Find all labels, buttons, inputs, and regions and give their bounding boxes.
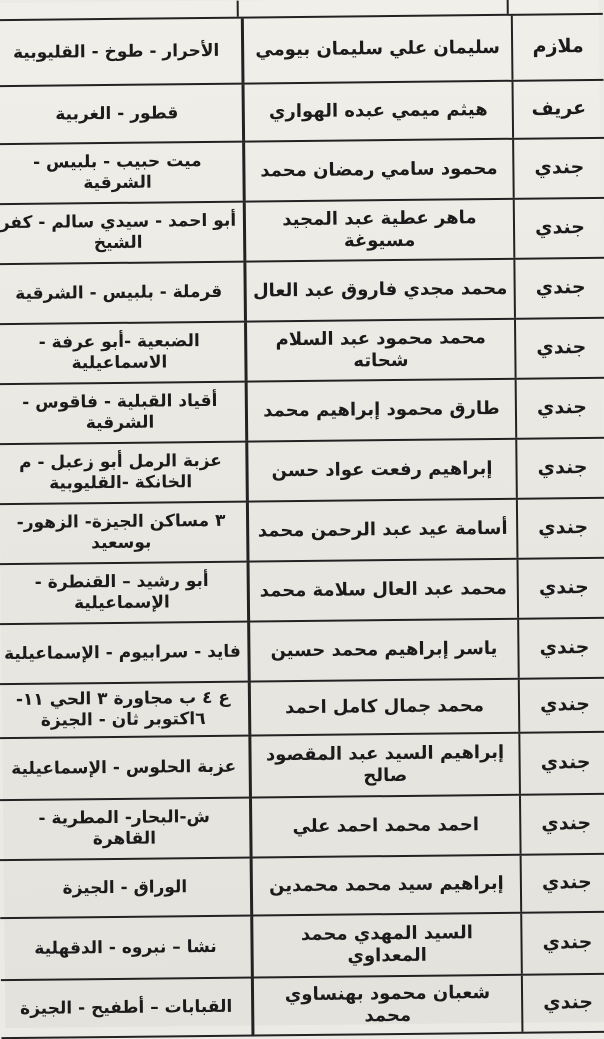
rank-cell: جندي (514, 319, 604, 378)
table-row (0, 559, 604, 625)
name-cell: هيثم ميمي عبده الهواري (242, 82, 513, 141)
name-cell: إبراهيم سيد محمد محمدين (250, 856, 521, 915)
table-row (0, 679, 604, 739)
name-cell: شعبان محمود بهنساوي محمد (251, 976, 522, 1035)
name-cell: السيد المهدي محمد المعداوي (250, 914, 521, 977)
address-cell: فايد - سرابيوم - الإسماعيلية (3, 641, 241, 664)
table-row (0, 795, 604, 861)
table-row (0, 199, 604, 265)
address-cell: الوراق - الجيزة (62, 876, 188, 899)
rank-cell: جندي (515, 439, 604, 498)
table-row (1, 975, 604, 1039)
address-cell: ميت حبيب - بلبيس - الشرقية (32, 151, 202, 194)
name-cell: إبراهيم رفعت عواد حسن (245, 440, 516, 501)
name-cell: محمد محمود عبد السلام شحاته (244, 320, 515, 381)
rank-cell: جندي (520, 913, 604, 974)
name-cell: ماهر عطية عبد المجيد مسيوغة (243, 200, 514, 261)
rank-cell: جندي (519, 795, 604, 854)
name-cell: محمود سامي رمضان محمد (242, 140, 513, 201)
name-cell: طارق محمود إبراهيم محمد (245, 380, 516, 441)
table-row (0, 15, 603, 87)
rank-cell: جندي (512, 139, 604, 198)
table-row (0, 855, 604, 919)
name-cell: محمد جمال كامل احمد (248, 680, 519, 735)
table-row (0, 439, 604, 505)
table-row (0, 259, 604, 325)
address-cell: عزبة الحلوس - الإسماعيلية (11, 756, 237, 779)
table-row (0, 499, 604, 565)
table-row (0, 619, 604, 685)
address-cell: الأحرار - طوخ - القليوبية (12, 40, 220, 63)
address-cell: أقياد القبلية - فاقوس - الشرقية (22, 391, 218, 434)
table-row (0, 139, 604, 205)
address-cell: قطور - الغربية (55, 102, 179, 125)
address-cell: ٣ مساكن الجيزة- الزهور-بوسعيد (16, 511, 226, 554)
address-cell: أبو احمد - سيدي سالم - كفر الشيخ (0, 210, 237, 254)
table-row (0, 319, 604, 385)
rank-cell: جندي (517, 559, 604, 618)
rank-cell: جندي (521, 975, 604, 1032)
address-cell: القبابات – أطفيح - الجيزة (20, 996, 233, 1019)
address-cell: الضبعية -أبو عرفة - الاسماعيلية (38, 331, 200, 374)
rank-cell: جندي (520, 855, 604, 912)
table-row (0, 81, 604, 145)
table-row (0, 913, 604, 981)
address-cell: أبو رشيد – القنطرة - الإسماعيلية (34, 571, 209, 614)
name-cell: إبراهيم السيد عبد المقصود صالح (248, 734, 519, 797)
personnel-table (0, 13, 604, 1039)
rank-cell: جندي (513, 259, 604, 318)
address-cell: ش-البحار- المطرية - القاهرة (38, 807, 211, 850)
table-row (0, 379, 604, 445)
rank-cell: جندي (516, 499, 604, 558)
rank-cell: ملازم (511, 15, 604, 80)
name-cell: محمد عبد العال سلامة محمد (247, 560, 518, 621)
address-cell: قرملة - بلبيس - الشرقية (15, 281, 223, 304)
header-cell-rank (507, 0, 599, 14)
rank-cell: جندي (518, 733, 604, 794)
address-cell: ع ٤ ب مجاورة ٣ الحي ١١- ٦اكتوبر ثان - الجيزة (15, 688, 231, 731)
name-cell: احمد محمد احمد علي (249, 796, 520, 857)
address-cell: عزبة الرمل أبو زعبل - م الخانكة -القليوبية (18, 451, 222, 494)
rank-cell: جندي (518, 679, 604, 732)
name-cell: سليمان علي سليمان بيومي (241, 16, 512, 83)
name-cell: ياسر إبراهيم محمد حسين (247, 620, 518, 681)
table-row (0, 733, 604, 801)
rank-cell: جندي (517, 619, 604, 678)
rank-cell: عريف (512, 81, 604, 138)
name-cell: محمد مجدي فاروق عبد العال (243, 260, 514, 321)
address-cell: نشا – نبروه - الدقهلية (34, 936, 217, 959)
rank-cell: جندي (513, 199, 604, 258)
name-cell: أسامة عيد عبد الرحمن محمد (246, 500, 517, 561)
rank-cell: جندي (515, 379, 604, 438)
